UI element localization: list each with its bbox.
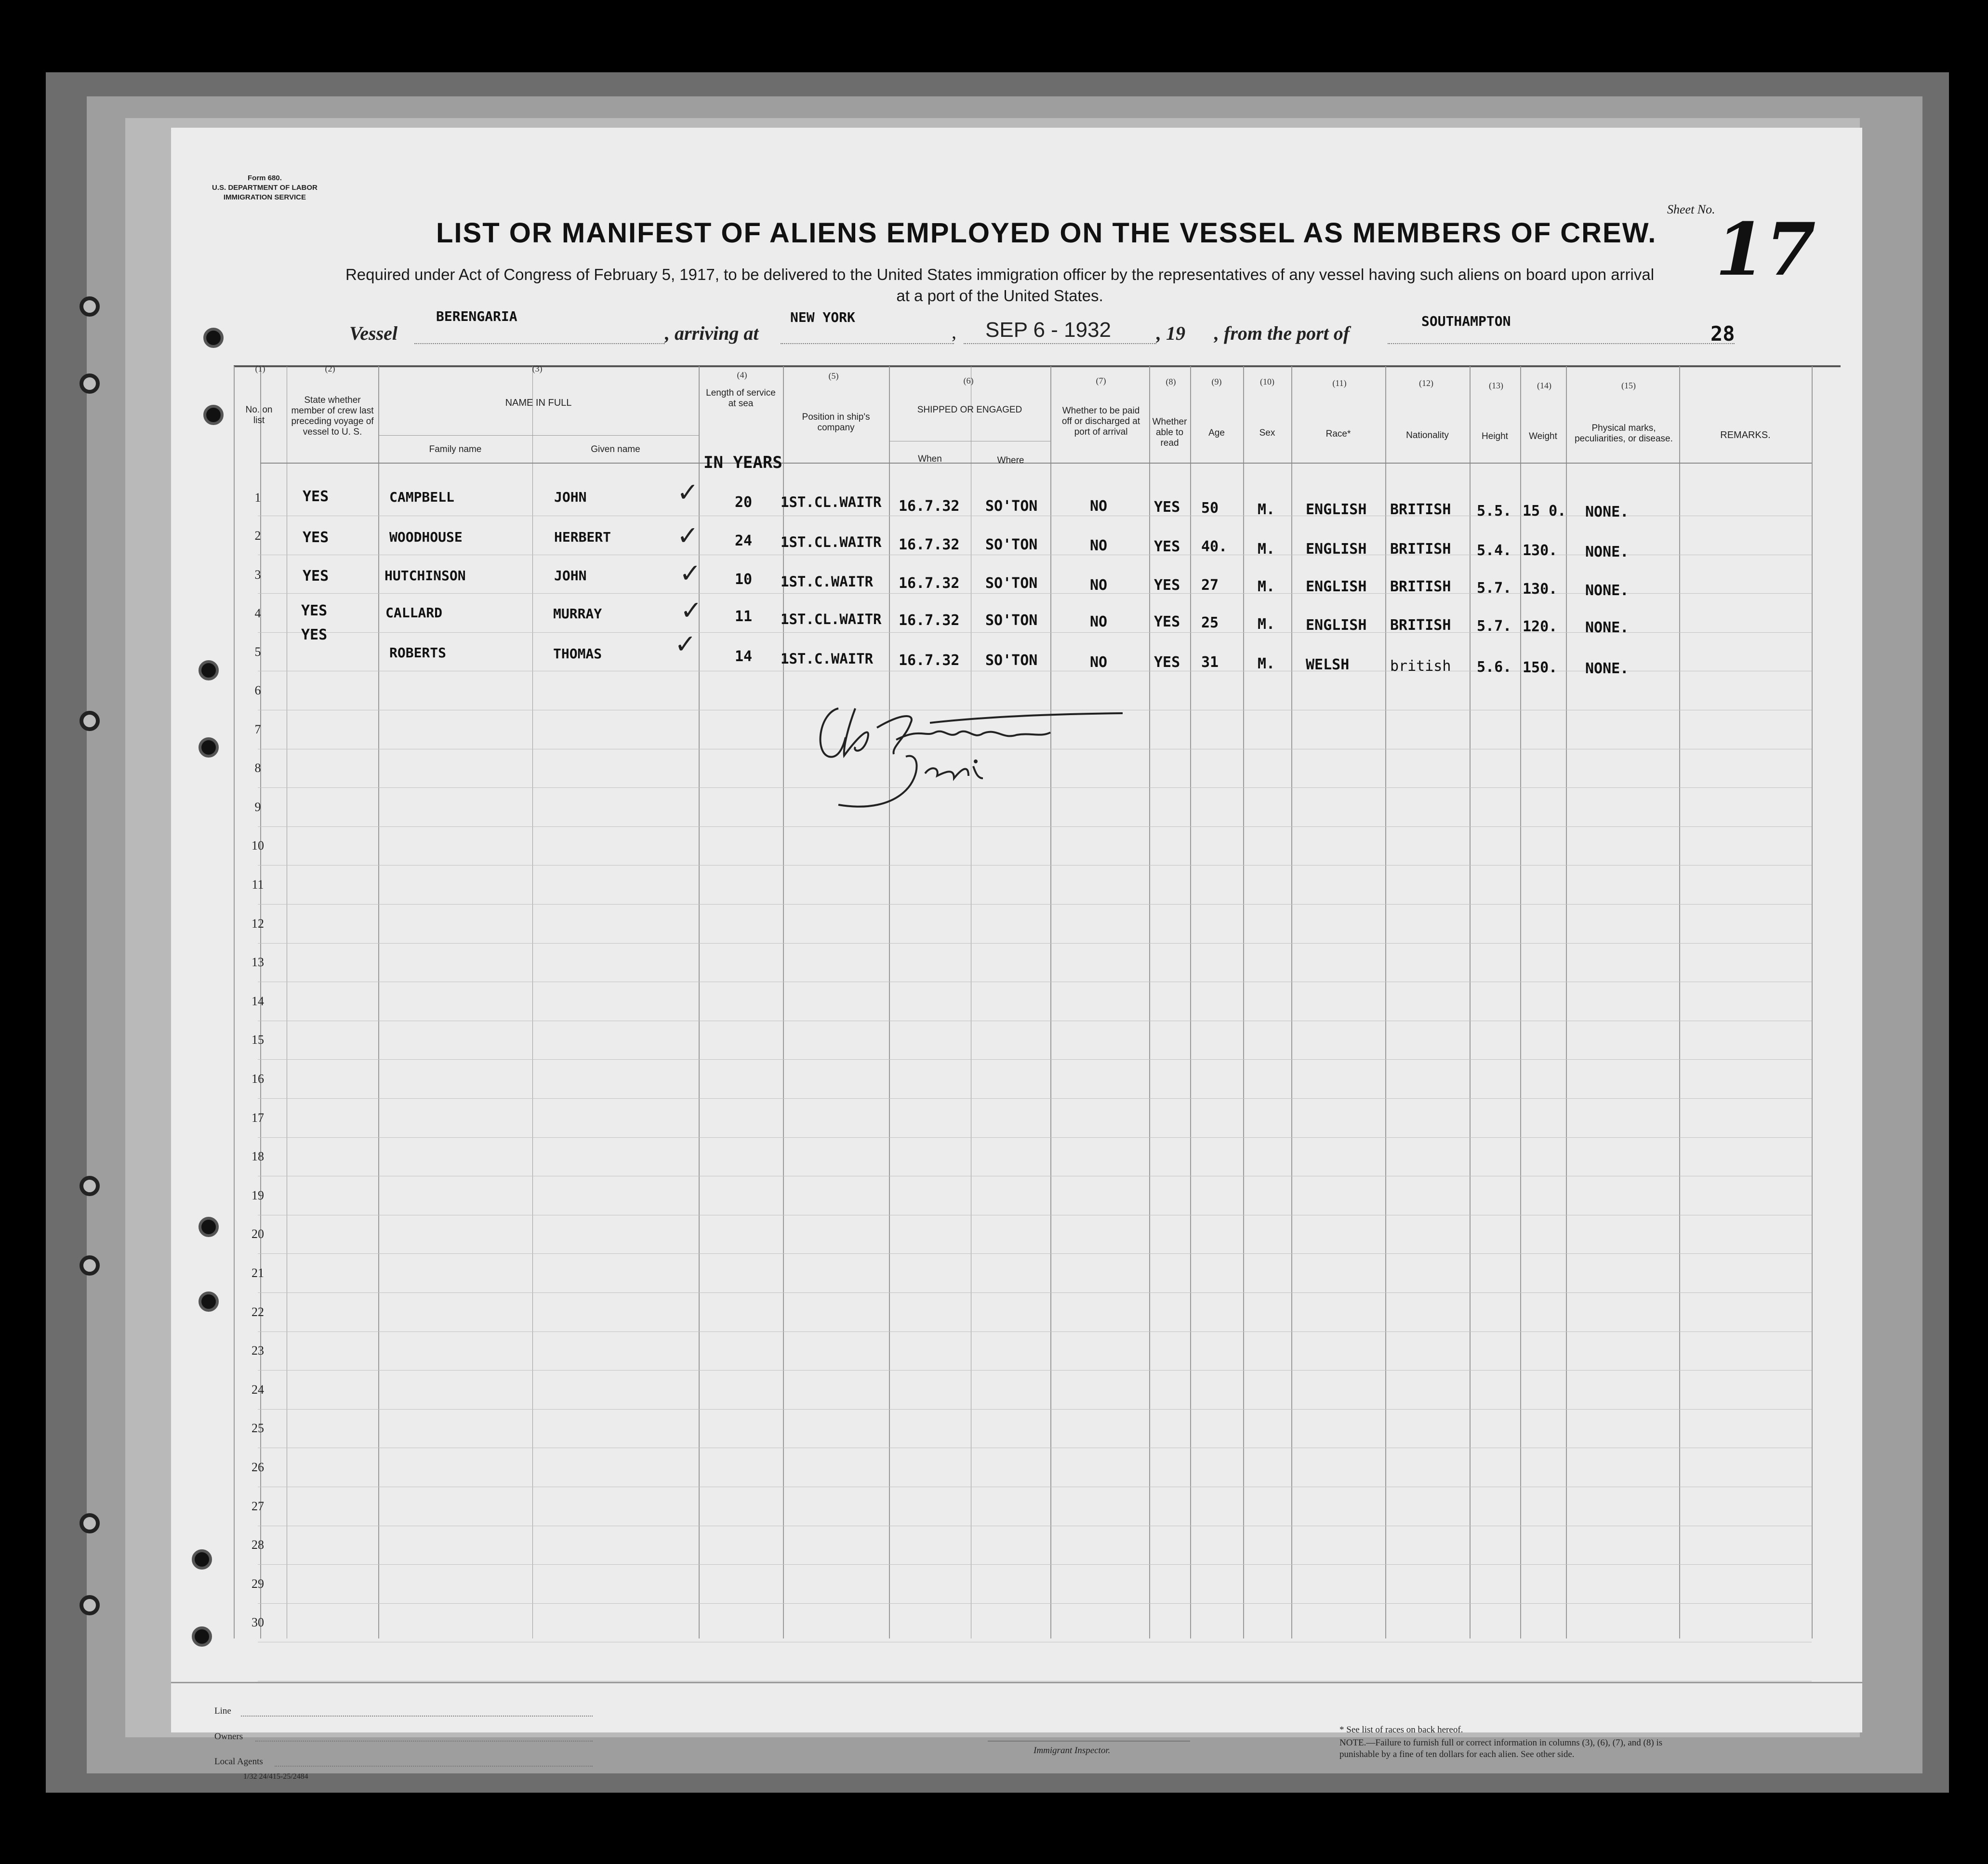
service-years: 20 [735,494,753,511]
able-to-read: YES [1154,499,1180,516]
row-number: 2 [254,529,261,543]
family-name: ROBERTS [389,645,447,661]
punch-hole [203,405,224,425]
row-number: 24 [252,1383,264,1397]
column-header-age: Age [1208,428,1225,438]
ship-position: 1ST.C.WAITR [781,573,874,590]
row-number: 20 [252,1227,264,1241]
weight: 130. [1523,581,1558,598]
row-number: 30 [252,1615,264,1629]
column-header-read: Whether able to read [1152,417,1187,448]
row-number: 13 [252,955,264,969]
paid-off: NO [1090,537,1108,554]
crew-previous-voyage: YES [301,626,328,643]
row-number: 15 [252,1033,264,1047]
row-number: 4 [254,606,261,620]
row-rule [258,904,1812,905]
sheet-number-label: Sheet No. [1667,202,1715,216]
arriving-label: , arriving at [665,322,759,344]
race: ENGLISH [1306,617,1367,634]
column-header-physical-marks: Physical marks, peculiarities, or disease. [1575,423,1673,444]
service-years: 11 [735,608,753,625]
given-name: THOMAS [553,646,602,662]
family-name: CALLARD [385,605,443,621]
column-number: (7) [1096,376,1106,386]
sex: M. [1258,655,1275,672]
service-unit: IN YEARS [703,453,782,472]
paid-off: NO [1090,654,1108,671]
service-years: 14 [735,648,753,665]
check-mark-icon: ✓ [677,477,699,507]
height: 5.5. [1477,503,1512,519]
check-mark-icon: ✓ [680,595,702,626]
vessel-name: BERENGARIA [436,308,517,324]
shipped-where: SO'TON [985,652,1038,669]
shipped-where: SO'TON [985,575,1038,592]
race: ENGLISH [1306,578,1367,595]
arriving-port: NEW YORK [790,309,855,325]
form-service: IMMIGRATION SERVICE [223,193,306,201]
height: 5.7. [1477,618,1512,635]
sex: M. [1258,578,1275,595]
row-number: 1 [254,491,261,505]
physical-marks: NONE. [1585,582,1629,599]
nationality: BRITISH [1390,578,1451,595]
punch-hole [192,1626,212,1647]
row-rule [258,632,1812,633]
departure-port: SOUTHAMPTON [1421,313,1511,329]
sex: M. [1258,541,1275,558]
binder-hole [80,1513,100,1533]
sex: M. [1258,616,1275,633]
binder-hole [80,1176,100,1196]
race: WELSH [1306,656,1350,673]
physical-marks: NONE. [1585,544,1629,560]
ship-position: 1ST.CL.WAITR [781,534,882,550]
row-number: 3 [254,568,261,582]
row-number: 14 [252,994,264,1008]
binder-hole [80,296,100,317]
weight: 120. [1523,618,1558,635]
row-rule [258,1059,1812,1060]
row-number: 12 [252,917,264,931]
paid-off: NO [1090,577,1108,594]
row-number: 27 [252,1499,264,1513]
row-number: 16 [252,1072,264,1086]
printer-code: 1/32 24/415-25/2484 [243,1772,308,1781]
row-rule [258,1098,1812,1099]
service-years: 24 [735,533,753,549]
manifest-page [171,128,1862,1732]
nationality: BRITISH [1390,541,1451,558]
form-number: Form 680. [248,174,282,182]
shipped-when: 16.7.32 [899,612,960,629]
column-header-weight: Weight [1529,431,1557,441]
row-number: 18 [252,1149,264,1163]
column-header-no: No. on list [245,405,273,426]
crew-previous-voyage: YES [303,488,329,505]
column-number: (4) [737,370,747,380]
shipped-where: SO'TON [985,612,1038,629]
punch-hole [203,328,224,348]
comma: , [952,321,956,343]
row-rule [258,1137,1812,1138]
binder-hole [80,1255,100,1276]
column-number: (10) [1260,377,1274,386]
check-mark-icon: ✓ [675,629,697,659]
row-rule [258,1370,1812,1371]
punch-hole [192,1549,212,1570]
punch-hole [199,660,219,680]
column-number: (9) [1211,377,1222,386]
column-header-sex: Sex [1259,428,1275,438]
check-mark-icon: ✓ [677,520,699,551]
given-name: MURRAY [553,606,602,622]
vessel-label: Vessel [349,322,398,344]
column-header-service: Length of service at sea [706,388,776,409]
height: 5.4. [1477,542,1512,559]
row-number: 19 [252,1188,264,1202]
sheet-number-value: 17 [1715,207,1816,292]
row-rule [258,593,1812,594]
row-number: 26 [252,1460,264,1474]
punch-hole [199,737,219,758]
weight: 150. [1523,659,1558,676]
row-number: 17 [252,1111,264,1125]
given-name: JOHN [554,568,587,584]
physical-marks: NONE. [1585,504,1629,520]
column-header-when: When [918,454,942,464]
column-header-where: Where [997,455,1024,466]
age: 25 [1201,614,1219,631]
age: 27 [1201,577,1219,594]
row-number: 25 [252,1421,264,1435]
nationality: british [1390,658,1451,675]
column-number: (11) [1332,378,1347,388]
race: ENGLISH [1306,501,1367,518]
inspector-signature [809,694,1137,819]
row-rule [258,1409,1812,1410]
column-header-given-name: Given name [591,444,640,454]
row-number: 9 [254,800,261,814]
binder-hole [80,1595,100,1615]
family-name: CAMPBELL [389,489,454,505]
column-header-remarks: REMARKS. [1720,430,1771,440]
physical-marks: NONE. [1585,619,1629,636]
column-number: (12) [1419,378,1433,388]
column-header-paid-off: Whether to be paid off or discharged at port of arrival [1061,406,1140,437]
race: ENGLISH [1306,541,1367,558]
column-header-shipped: SHIPPED OR ENGAGED [917,405,1022,415]
ship-position: 1ST.CL.WAITR [781,494,882,510]
crew-previous-voyage: YES [301,602,328,619]
form-identifier [212,173,318,202]
column-number: (2) [325,364,335,373]
column-number: (5) [828,371,839,381]
local-agents-label: Local Agents [214,1757,263,1767]
column-header-nationality: Nationality [1406,430,1449,440]
penalty-note: NOTE.—Failure to furnish full or correct information in columns (3), (6), (7), and (8) is punishable by a fine of ten dollars for each alien. See other side. [1339,1738,1663,1759]
row-number: 28 [252,1538,264,1552]
age: 31 [1201,654,1219,671]
year-label: , 19 [1156,322,1185,344]
column-number: (8) [1166,377,1176,386]
punch-hole [199,1217,219,1237]
row-rule [258,1331,1812,1332]
row-rule [258,826,1812,827]
row-number: 22 [252,1305,264,1319]
check-mark-icon: ✓ [679,558,702,588]
crew-previous-voyage: YES [303,529,329,546]
row-number: 29 [252,1577,264,1591]
able-to-read: YES [1154,654,1180,671]
voyage-day: 28 [1710,322,1735,346]
able-to-read: YES [1154,577,1180,594]
family-name: WOODHOUSE [389,529,463,545]
ship-position: 1ST.C.WAITR [781,651,874,667]
physical-marks: NONE. [1585,660,1629,677]
paid-off: NO [1090,613,1108,630]
row-number: 11 [252,878,264,892]
column-number: (6) [963,376,974,386]
weight: 15 0. [1523,503,1566,519]
row-rule [258,1292,1812,1293]
column-number: (15) [1621,381,1636,390]
form-department: U.S. DEPARTMENT OF LABOR [212,184,318,192]
shipped-where: SO'TON [985,498,1038,515]
crew-previous-voyage: YES [303,568,329,585]
column-number: (13) [1489,381,1503,390]
immigrant-inspector-label: Immigrant Inspector. [1034,1745,1111,1756]
service-years: 10 [735,571,753,588]
arrival-date-stamp: SEP 6 - 1932 [985,318,1111,342]
owners-label: Owners [214,1731,243,1742]
row-number: 21 [252,1266,264,1280]
height: 5.6. [1477,659,1512,676]
shipped-when: 16.7.32 [899,536,960,553]
height: 5.7. [1477,580,1512,597]
nationality: BRITISH [1390,617,1451,634]
column-number: (1) [255,364,265,373]
age: 40. [1201,538,1228,555]
family-name: HUTCHINSON [384,568,466,584]
nationality: BRITISH [1390,501,1451,518]
row-number: 10 [252,839,264,852]
shipped-where: SO'TON [985,536,1038,553]
ship-position: 1ST.CL.WAITR [781,611,882,627]
page-title: LIST OR MANIFEST OF ALIENS EMPLOYED ON THE VESSEL AS MEMBERS OF CREW. [436,217,1657,249]
page-subtitle: Required under Act of Congress of February 5, 1917, to be delivered to the United States immigration officer by the representatives of any vessel having such aliens on board upon arrival at a port of the United States. [345,266,1655,305]
row-number: 8 [254,761,261,775]
row-number: 23 [252,1344,264,1358]
shipped-when: 16.7.32 [899,652,960,669]
column-header-family-name: Family name [429,444,482,454]
from-port-label: , from the port of [1214,322,1350,344]
line-label: Line [214,1706,231,1716]
given-name: JOHN [554,489,587,505]
row-rule [258,1603,1812,1604]
row-number: 6 [254,683,261,697]
sex: M. [1258,501,1275,518]
given-name: HERBERT [554,529,611,545]
binder-hole [80,373,100,394]
able-to-read: YES [1154,538,1180,555]
row-rule [258,1253,1812,1254]
able-to-read: YES [1154,613,1180,630]
paid-off: NO [1090,498,1108,515]
row-number: 7 [254,722,261,736]
column-header-height: Height [1482,431,1508,441]
row-rule [258,1564,1812,1565]
races-note: * See list of races on back hereof. [1339,1725,1463,1735]
row-number: 5 [254,645,261,659]
column-header-race: Race* [1325,429,1351,439]
column-number: (3) [532,364,543,373]
binder-hole [80,711,100,731]
age: 50 [1201,500,1219,517]
column-header-name: NAME IN FULL [505,398,572,408]
shipped-when: 16.7.32 [899,498,960,515]
column-header-crew: State whether member of crew last preceding voyage of vessel to U. S. [291,395,374,437]
weight: 130. [1523,542,1558,559]
column-number: (14) [1537,381,1551,390]
shipped-when: 16.7.32 [899,575,960,592]
row-rule [258,943,1812,944]
punch-hole [199,1291,219,1312]
column-header-position: Position in ship's company [802,412,870,433]
